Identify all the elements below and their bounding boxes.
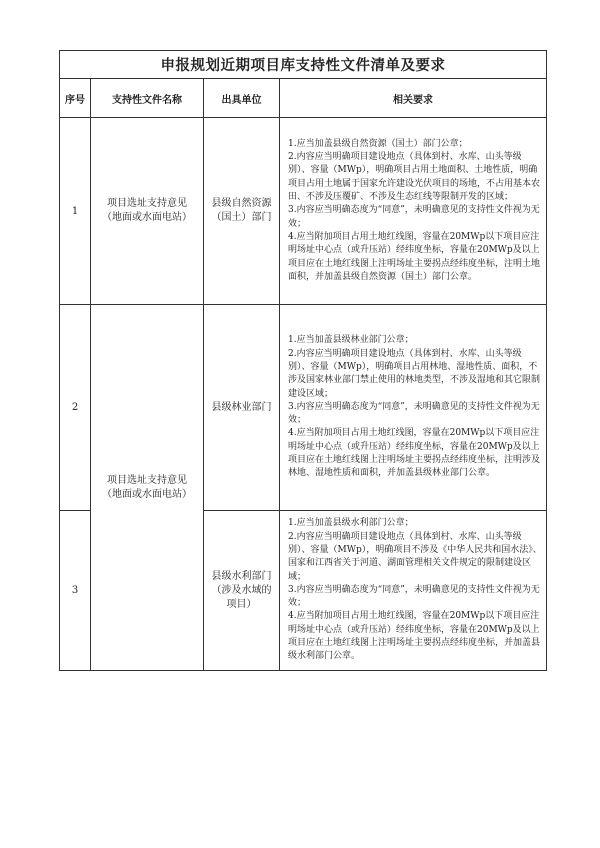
requirement-item: 2.内容应当明确项目建设地点（具体到村、水库、山头等级别）、容量（MWp），明确项目占用林地、湿地性质、面积，不涉及国家林业部门禁止使用的林地类型，不涉及湿地和其它限制建设区域；: [288, 348, 541, 399]
header-row: [60, 79, 547, 118]
unit-line: 县级林业部门: [211, 401, 272, 413]
unit-line: 县级水利部门: [211, 570, 272, 582]
table-title: 申报规划近期项目库支持性文件清单及要求: [60, 51, 547, 79]
unit-line: 县级自然资源: [211, 198, 272, 209]
requirement-item: 4.应当附加项目占用土地红线图，容量在20MWp以下项目应注明场址中心点（或升压站）经纬度坐标，容量在20MWp及以上项目应在土地红线图上注明场址主要拐点经纬度坐标，注明涉及林地、湿地性质和面积，并加盖县级林业部门公章。: [288, 428, 541, 479]
table-row: [60, 305, 547, 511]
header-seq: 序号: [60, 79, 91, 118]
unit-line: 项目）: [226, 598, 257, 610]
requirement-item: 3.内容应当明确态度为“同意”，未明确意见的支持性文件视为无效；: [288, 401, 540, 426]
requirement-item: 1.应当加盖县级水利部门公章；: [288, 518, 414, 529]
doc-name-line: 项目选址支持意见: [107, 474, 187, 486]
unit-line: （涉及水域的: [211, 584, 272, 596]
header-unit: 出具单位: [204, 79, 280, 118]
requirement-item: 4.应当附加项目占用土地红线图，容量在20MWp以下项目应注明场址中心点（或升压站）经纬度坐标，容量在20MWp及以上项目应在土地红线图上注明场址主要拐点经纬度坐标，并加盖县级水利部门公章。: [288, 611, 541, 662]
row-issuing-unit: [204, 305, 280, 511]
row-issuing-unit: [204, 118, 280, 305]
doc-name-line: （地面或水面电站）: [102, 488, 192, 500]
requirement-item: 1.应当加盖县级林业部门公章；: [288, 335, 414, 346]
header-req: 相关要求: [280, 79, 547, 118]
unit-line: （国土）部门: [211, 212, 272, 223]
row-doc-name: [91, 305, 204, 671]
header-doc: 支持性文件名称: [91, 79, 204, 118]
doc-name-line: （地面或水面电站）: [102, 212, 192, 223]
row-requirements: [280, 118, 547, 305]
requirement-item: 3.内容应当明确态度为“同意”，未明确意见的支持性文件视为无效；: [288, 584, 540, 609]
requirements-table: [59, 50, 547, 671]
row-seq: 2: [60, 305, 91, 511]
requirement-item: 2.内容应当明确项目建设地点（具体到村、水库、山头等级别）、容量（MWp），明确项目占用土地面积、土地性质，明确项目占用土地属于国家允许建设光伏项目的场地，不占用基本农田、不涉及压覆矿、不涉及生态红线等限制开发的区域；: [288, 152, 541, 203]
requirement-item: 2.内容应当明确项目建设地点（具体到村、水库、山头等级别）、容量（MWp），明确项目不涉及《中华人民共和国水法》、国家和江西省关于河道、湖面管理相关文件规定的限制建设区域；: [288, 531, 542, 582]
row-requirements: [280, 305, 547, 511]
row-issuing-unit: [204, 511, 280, 671]
row-requirements: [280, 511, 547, 671]
table-row: [60, 118, 547, 305]
requirement-item: 3.内容应当明确态度为“同意”，未明确意见的支持性文件视为无效；: [288, 205, 540, 229]
requirement-item: 1.应当加盖县级自然资源（国土）部门公章；: [288, 138, 468, 149]
row-doc-name: [91, 118, 204, 305]
doc-name-line: 项目选址支持意见: [107, 198, 187, 209]
requirement-item: 4.应当附加项目占用土地红线图，容量在20MWp以下项目应注明场址中心点（或升压站）经纬度坐标，容量在20MWp及以上项目应在土地红线图上注明场址主要拐点经纬度坐标，注明土地面积，并加盖县级自然资源（国土）部门公章。: [288, 231, 541, 282]
row-seq: 1: [60, 118, 91, 305]
row-seq: 3: [60, 511, 91, 671]
